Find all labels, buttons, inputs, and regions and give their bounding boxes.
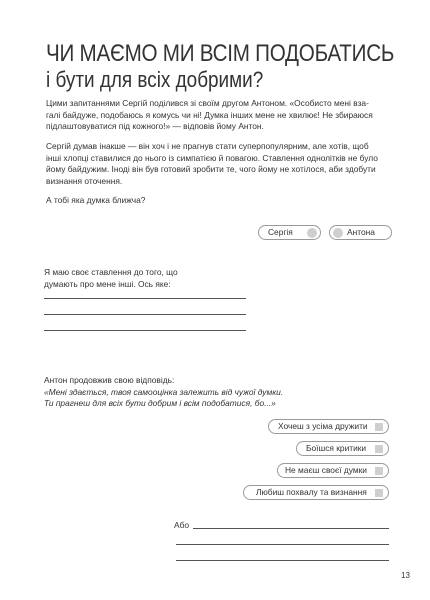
choice-sergiy-circle-icon[interactable]	[307, 228, 317, 238]
option-no-own-opinion[interactable]	[277, 463, 389, 478]
attitude-prompt	[44, 267, 178, 290]
option-label: Хочеш з усіма дружити	[278, 421, 368, 431]
checkbox-icon[interactable]	[375, 445, 383, 453]
answer-line[interactable]	[44, 330, 246, 331]
intro-line: йому байдужим. Іноді він був готовий зробити те, чого йому не хотілося, аби здобути	[46, 164, 376, 174]
option-love-praise[interactable]	[243, 485, 389, 500]
attitude-line: Я маю своє ставлення до того, що	[44, 267, 178, 277]
intro-line: Цими запитаннями Сергій поділився зі своїм другом Антоном. «Особисто мені вза-	[46, 98, 369, 108]
intro-line: підлаштовуватися під кожного!» — відповів йому Антон.	[46, 121, 264, 131]
or-label: Або	[174, 520, 190, 530]
anton-reply-quote: «Мені здається, твоя самооцінка залежить від чужої думки.	[44, 386, 284, 397]
page-number: 13	[401, 571, 410, 580]
option-fear-criticism[interactable]	[296, 441, 389, 456]
attitude-line: думають про мене інші. Ось яке:	[44, 278, 171, 289]
anton-reply-quote: Ти прагнеш для всіх бути добрим і всім подобатися, бо...»	[44, 398, 276, 408]
answer-line[interactable]	[44, 314, 246, 315]
intro-line: Сергій думав інакше — він хоч і не прагнув стати суперпопулярним, але хотів, щоб	[46, 141, 369, 151]
answer-line[interactable]	[193, 528, 389, 529]
page-subtitle: і бути для всіх добрими?	[46, 67, 264, 92]
option-label: Боїшся критики	[306, 443, 367, 453]
page-title: ЧИ МАЄМО МИ ВСІМ ПОДОБАТИСЬ	[46, 40, 395, 67]
checkbox-icon[interactable]	[375, 489, 383, 497]
anton-reply-intro: Антон продовжив свою відповідь:	[44, 375, 175, 385]
choice-anton-circle-icon[interactable]	[333, 228, 343, 238]
choice-sergiy[interactable]	[258, 225, 321, 240]
intro-paragraph-1	[46, 98, 406, 133]
question-text: А тобі яка думка ближча?	[46, 195, 146, 205]
intro-line: галі байдуже, подобаюсь я комусь чи ні! Думка інших мене не хвилює! Не збираюся	[46, 109, 373, 120]
intro-line: інші хлопці ставилися до нього із симпатією й повагою. Ставлення однолітків не було	[46, 152, 378, 163]
option-make-friends[interactable]	[268, 419, 389, 434]
choice-anton-label: Антона	[347, 227, 375, 237]
checkbox-icon[interactable]	[375, 467, 383, 475]
intro-line: визнання оточення.	[46, 175, 123, 186]
anton-reply	[44, 375, 384, 410]
answer-line[interactable]	[44, 298, 246, 299]
option-label: Не маєш своєї думки	[285, 465, 367, 475]
option-label: Любиш похвалу та визнання	[256, 487, 367, 497]
answer-line[interactable]	[176, 544, 389, 545]
answer-line[interactable]	[176, 560, 389, 561]
choice-anton[interactable]	[329, 225, 392, 240]
choice-sergiy-label: Сергія	[268, 227, 293, 237]
intro-paragraph-2	[46, 141, 406, 187]
checkbox-icon[interactable]	[375, 423, 383, 431]
